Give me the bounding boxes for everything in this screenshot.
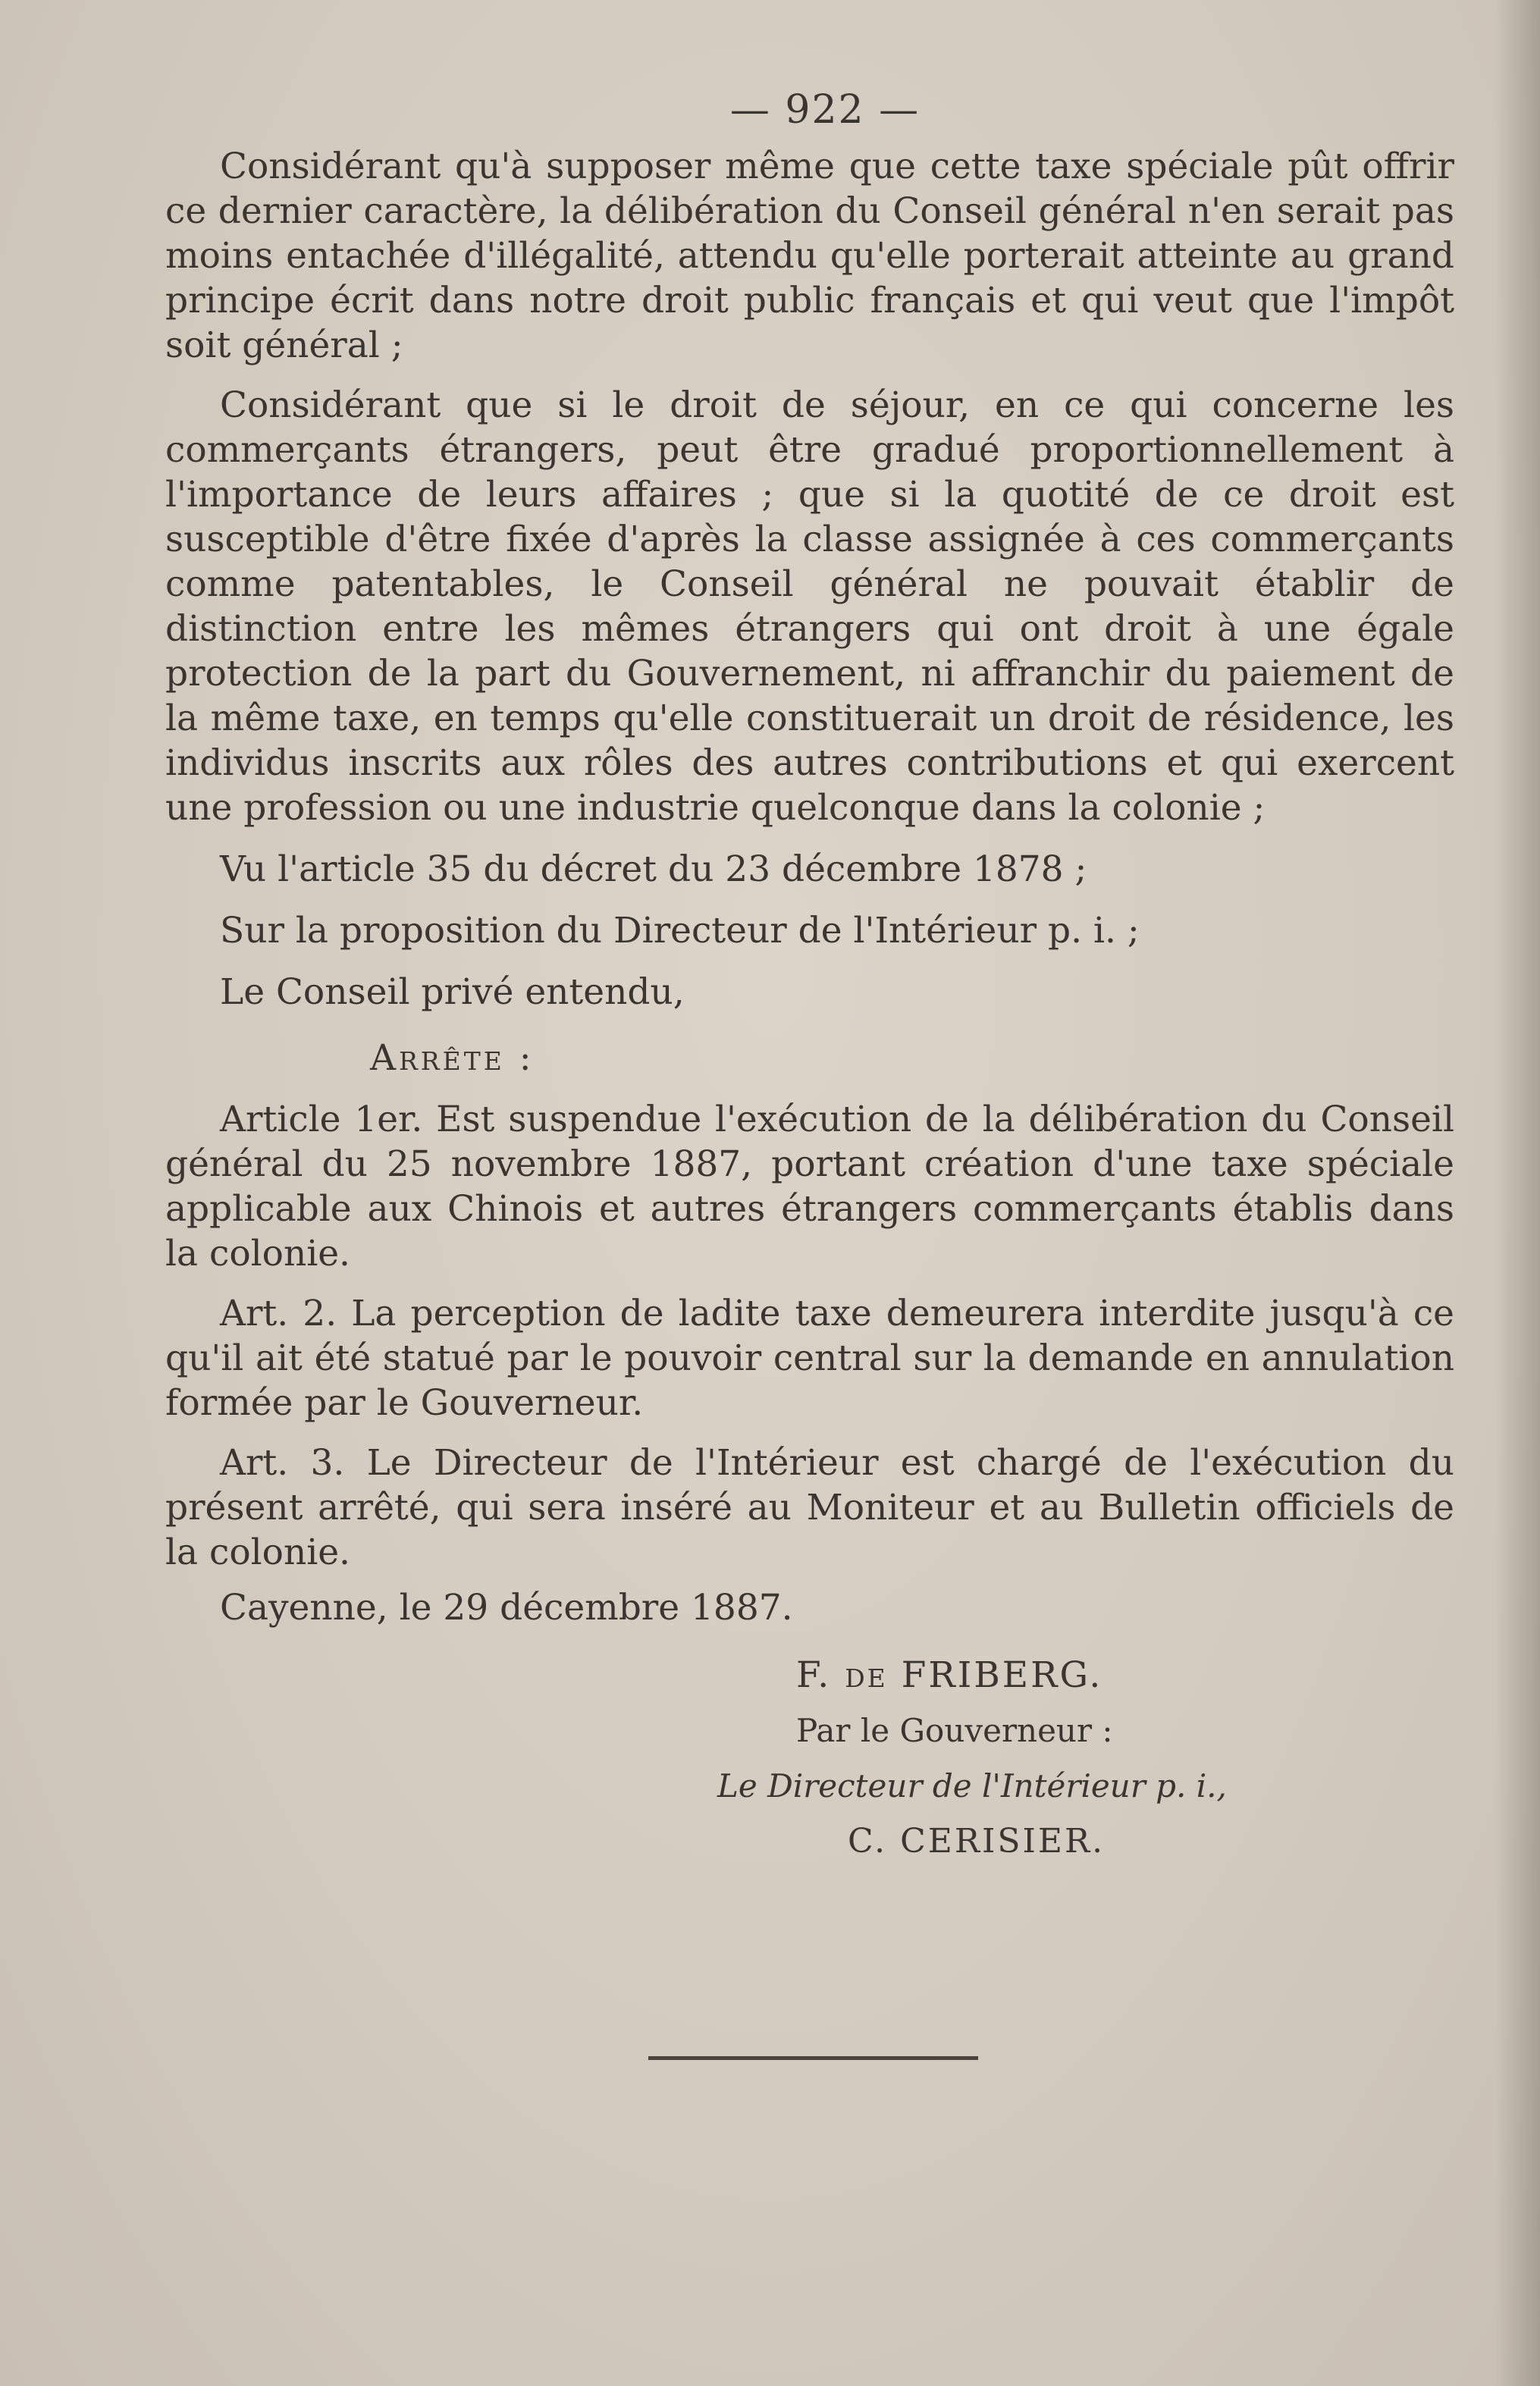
signature-initial: F.	[796, 1654, 832, 1696]
date-line: Cayenne, le 29 décembre 1887.	[220, 1587, 793, 1629]
visa-line: Vu l'article 35 du décret du 23 décembre 1878 ;	[220, 848, 1087, 890]
article-3: Art. 3. Le Directeur de l'Intérieur est chargé de l'exécution du présent arrêté, qui sera inséré au Moniteur et au Bulletin officiels de la colonie.	[165, 1442, 1454, 1573]
page-number: — 922 —	[729, 87, 921, 133]
article-1: Article 1er. Est suspendue l'exécution de la délibération du Conseil général du 25 novembre 1887, portant création d'une taxe spéciale applicable aux Chinois et autres étrangers commerçants établis dans la colonie.	[165, 1099, 1454, 1275]
closing-rule	[648, 2056, 978, 2060]
signature-countersign: C. CERISIER.	[848, 1822, 1106, 1861]
document-text	[165, 76, 1454, 1864]
signature-particle: de	[845, 1654, 888, 1696]
arrete-heading: Arrête :	[370, 1037, 535, 1079]
signature-title: Le Directeur de l'Intérieur p. i.,	[717, 1767, 1227, 1804]
signature-surname: FRIBERG.	[901, 1654, 1103, 1696]
page-edge-shadow	[1495, 0, 1540, 2386]
signature-governor	[165, 1653, 1454, 1698]
considerant-paragraph-1: Considérant qu'à supposer même que cette taxe spéciale pût offrir ce dernier caractère, la délibération du Conseil général n'en serait pas moins entachée d'illégalité, attendu qu'elle porterait atteinte au grand principe écrit dans notre droit public français et qui veut que l'impôt soit général ;	[165, 146, 1454, 366]
conseil-line: Le Conseil privé entendu,	[220, 971, 685, 1013]
proposition-line: Sur la proposition du Directeur de l'Intérieur p. i. ;	[220, 910, 1140, 952]
article-2: Art. 2. La perception de ladite taxe demeurera interdite jusqu'à ce qu'il ait été statué par le pouvoir central sur la demande en annulation formée par le Gouverneur.	[165, 1293, 1454, 1424]
signature-by: Par le Gouverneur :	[796, 1712, 1113, 1749]
considerant-paragraph-2: Considérant que si le droit de séjour, en ce qui concerne les commerçants étrangers, peut être gradué proportionnellement à l'importance de leurs affaires ; que si la quotité de ce droit est susceptible d'être fixée d'après la classe assignée à ces commerçants comme patentables, le Conseil général ne pouvait établir de distinction entre les mêmes étrangers qui ont droit à une égale protection de la part du Gouvernement, ni affranchir du paiement de la même taxe, en temps qu'elle constituerait un droit de résidence, les individus inscrits aux rôles des autres contributions et qui exercent une profession ou une industrie quelconque dans la colonie ;	[165, 384, 1454, 829]
